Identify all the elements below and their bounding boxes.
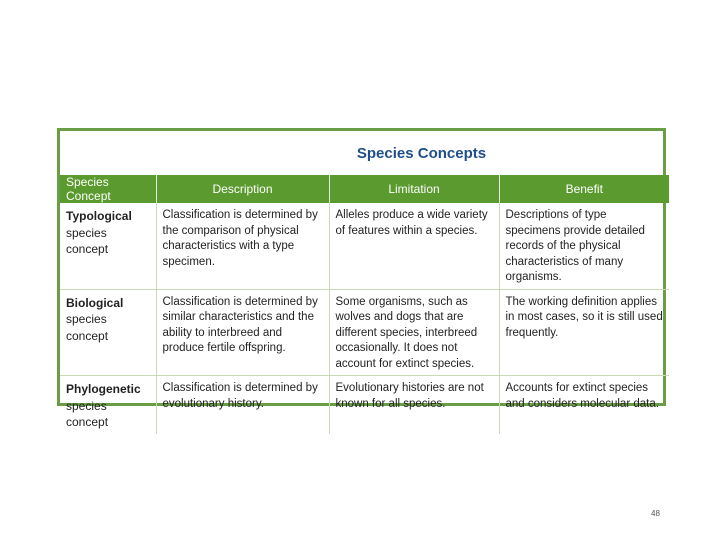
- concept-suffix: species concept: [66, 225, 109, 256]
- limitation-cell: Evolutionary histories are not known for all species.: [329, 376, 499, 435]
- table-title: Species Concepts: [356, 144, 487, 162]
- species-concepts-table: [60, 175, 669, 434]
- concept-cell: [60, 203, 156, 289]
- concept-suffix: species concept: [66, 312, 109, 343]
- concept-name: Typological: [66, 209, 132, 223]
- concept-suffix: species concept: [66, 398, 109, 429]
- description-cell: Classification is determined by the comparison of physical characteristics with a type specimen.: [156, 203, 329, 289]
- description-cell: Classification is determined by similar characteristics and the ability to interbreed and produce fertile offspring.: [156, 289, 329, 376]
- concept-cell: [60, 289, 156, 376]
- concept-name: Phylogenetic: [66, 382, 141, 396]
- page-number: 48: [651, 509, 660, 518]
- header-description: Description: [156, 175, 329, 203]
- benefit-cell: The working definition applies in most cases, so it is still used frequently.: [499, 289, 669, 376]
- header-row: [60, 175, 669, 203]
- concept-name: Biological: [66, 295, 124, 310]
- header-limitation: Limitation: [329, 175, 499, 203]
- benefit-cell: Descriptions of type specimens provide detailed records of the physical characteristics of many organisms.: [499, 203, 669, 289]
- benefit-cell: Accounts for extinct species and considers molecular data.: [505, 382, 659, 410]
- table-row: [60, 376, 669, 435]
- limitation-cell: Alleles produce a wide variety of features within a species.: [329, 203, 499, 289]
- table-row: [60, 203, 669, 289]
- concept-cell: [60, 376, 156, 435]
- header-species-concept: Species Concept: [60, 175, 156, 203]
- header-benefit: Benefit: [499, 175, 669, 203]
- table-title-bar: [60, 131, 663, 175]
- limitation-cell: Some organisms, such as wolves and dogs that are different species, interbreed occasionally. It does not account for extinct species.: [329, 289, 499, 376]
- species-concepts-table-container: [57, 128, 666, 429]
- description-cell: Classification is determined by evolutionary history.: [156, 376, 329, 435]
- table-row: [60, 289, 669, 376]
